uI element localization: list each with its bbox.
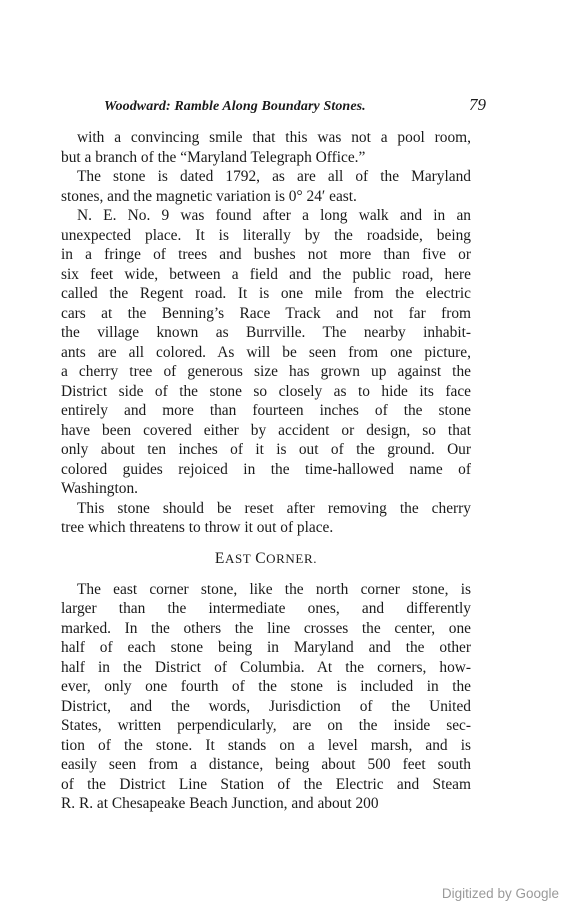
text-line: with a convincing smile that this was not a pool room, <box>77 129 471 146</box>
text-line: N. E. No. 9 was found after a long walk and in an <box>77 207 471 224</box>
text-line: States, written perpendicularly, are on the inside sec- <box>61 717 471 734</box>
page-number: 79 <box>469 95 486 114</box>
text-line: The stone is dated 1792, as are all of the Maryland <box>77 168 471 185</box>
text-line: easily seen from a distance, being about 500 feet south <box>61 756 471 773</box>
text-line: Washington. <box>61 480 138 497</box>
text-line: a cherry tree of generous size has grown up against the <box>61 363 471 380</box>
text-line: stones, and the magnetic variation is 0° 24′ east. <box>61 187 357 205</box>
paragraphs-bottom <box>61 580 471 814</box>
text-line: cars at the Benning’s Race Track and not far from <box>61 304 471 322</box>
text-line: entirely and more than fourteen inches of the stone <box>61 402 471 419</box>
text-line: larger than the intermediate ones, and differently <box>61 600 471 617</box>
text-line: tree which threatens to throw it out of place. <box>61 519 334 536</box>
text-line: colored guides rejoiced in the time-hallowed name of <box>61 460 471 478</box>
text-line: only about ten inches of it is out of the ground. Our <box>61 441 471 458</box>
body-text <box>61 128 471 814</box>
text-line: District side of the stone so closely as to hide its face <box>61 382 471 400</box>
text-line: of the District Line Station of the Electric and Steam <box>61 775 471 793</box>
text-line: the village known as Burrville. The nearby inhabit- <box>61 324 471 341</box>
text-line: six feet wide, between a field and the public road, here <box>61 265 471 283</box>
text-line: have been covered either by accident or design, so that <box>61 421 471 439</box>
text-line: but a branch of the “Maryland Telegraph Office.” <box>61 148 366 166</box>
text-line: half in the District of Columbia. At the corners, how- <box>61 658 471 676</box>
running-header <box>104 95 486 115</box>
paragraph <box>61 580 471 814</box>
text-line: half of each stone being in Maryland and the other <box>61 639 471 656</box>
text-line: R. R. at Chesapeake Beach Junction, and about 200 <box>61 795 379 812</box>
paragraph <box>61 499 471 538</box>
text-line: This stone should be reset after removing the cherry <box>77 499 471 517</box>
section-heading <box>61 538 471 580</box>
text-line: unexpected place. It is literally by the roadside, being <box>61 226 471 244</box>
paragraph <box>61 206 471 499</box>
digitized-watermark: Digitized by Google <box>441 886 559 901</box>
heading-rest-1: AST <box>224 550 252 566</box>
heading-rest-2: ORNER. <box>266 550 318 566</box>
running-title: Woodward: Ramble Along Boundary Stones. <box>104 99 366 114</box>
text-line: The east corner stone, like the north corner stone, is <box>77 580 471 598</box>
text-line: in a fringe of trees and bushes not more than five or <box>61 246 471 263</box>
heading-initial-2: C <box>255 549 267 567</box>
text-line: marked. In the others the line crosses the center, one <box>61 619 471 637</box>
paragraph <box>61 128 471 167</box>
paragraphs-top <box>61 128 471 538</box>
paragraph <box>61 167 471 206</box>
text-line: ants are all colored. As will be seen from one picture, <box>61 343 471 361</box>
text-line: District, and the words, Jurisdiction of the United <box>61 697 471 715</box>
heading-initial-1: E <box>214 549 225 567</box>
text-line: tion of the stone. It stands on a level marsh, and is <box>61 736 471 754</box>
text-line: called the Regent road. It is one mile from the electric <box>61 285 471 302</box>
text-line: ever, only one fourth of the stone is included in the <box>61 678 471 695</box>
